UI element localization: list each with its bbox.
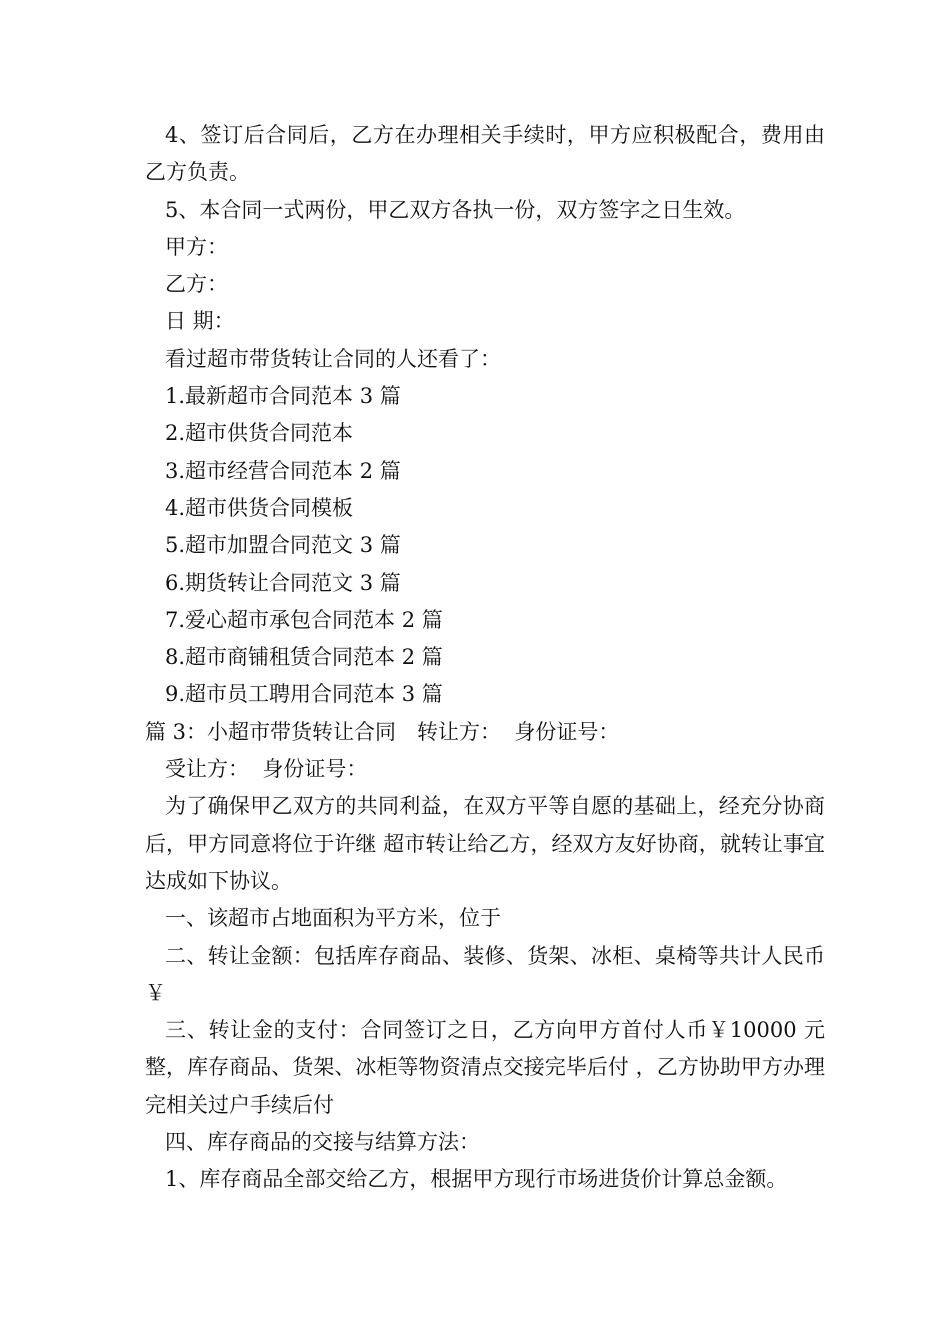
related-article-item: 5.超市加盟合同范文 3 篇 [165, 533, 401, 558]
article-4-clause-1: 1、库存商品全部交给乙方，根据甲方现行市场进货价计算总金额。 [165, 1167, 788, 1192]
related-article-item: 6.期货转让合同范文 3 篇 [165, 570, 401, 595]
preamble-paragraph: 为了确保甲乙双方的共同利益，在双方平等自愿的基础上，经充分协商后，甲方同意将位于许继 超市转让给乙方，经双方友好协商，就转让事宜达成如下协议。 [145, 794, 825, 893]
article-2-paragraph: 二、转让金额：包括库存商品、装修、货架、冰柜、桌椅等共计人民币￥ [145, 943, 825, 1005]
article-3-paragraph: 三、转让金的支付：合同签订之日，乙方向甲方首付人币￥10000 元整，库存商品、货架、冰柜等物资清点交接完毕后付 ，乙方协助甲方办理完相关过户手续后付 [145, 1018, 825, 1117]
related-article-item: 2.超市供货合同范本 [165, 421, 354, 446]
date-line: 日 期： [165, 309, 235, 334]
clause-5-paragraph: 5、本合同一式两份，甲乙双方各执一份，双方签字之日生效。 [165, 197, 746, 222]
related-article-item: 3.超市经营合同范本 2 篇 [165, 458, 401, 483]
party-b-signature-line: 乙方： [165, 272, 228, 297]
related-article-item: 7.爱心超市承包合同范本 2 篇 [165, 607, 443, 632]
transferee-line: 受让方： 身份证号： [165, 757, 368, 782]
article-4-heading: 四、库存商品的交接与结算方法： [165, 1130, 480, 1155]
related-article-item: 9.超市员工聘用合同范本 3 篇 [165, 682, 443, 707]
related-articles-heading: 看过超市带货转让合同的人还看了： [165, 346, 501, 371]
article-1-paragraph: 一、该超市占地面积为平方米，位于 [165, 906, 501, 931]
clause-4-paragraph: 4、签订后合同后，乙方在办理相关手续时，甲方应积极配合，费用由乙方负责。 [145, 123, 825, 185]
related-article-item: 4.超市供货合同模板 [165, 495, 354, 520]
related-article-item: 1.最新超市合同范本 3 篇 [165, 384, 401, 409]
party-a-signature-line: 甲方： [165, 234, 228, 259]
related-article-item: 8.超市商铺租赁合同范本 2 篇 [165, 645, 443, 670]
document-body [145, 117, 825, 1199]
section-3-title: 篇 3：小超市带货转让合同 转让方： 身份证号： [145, 719, 620, 744]
